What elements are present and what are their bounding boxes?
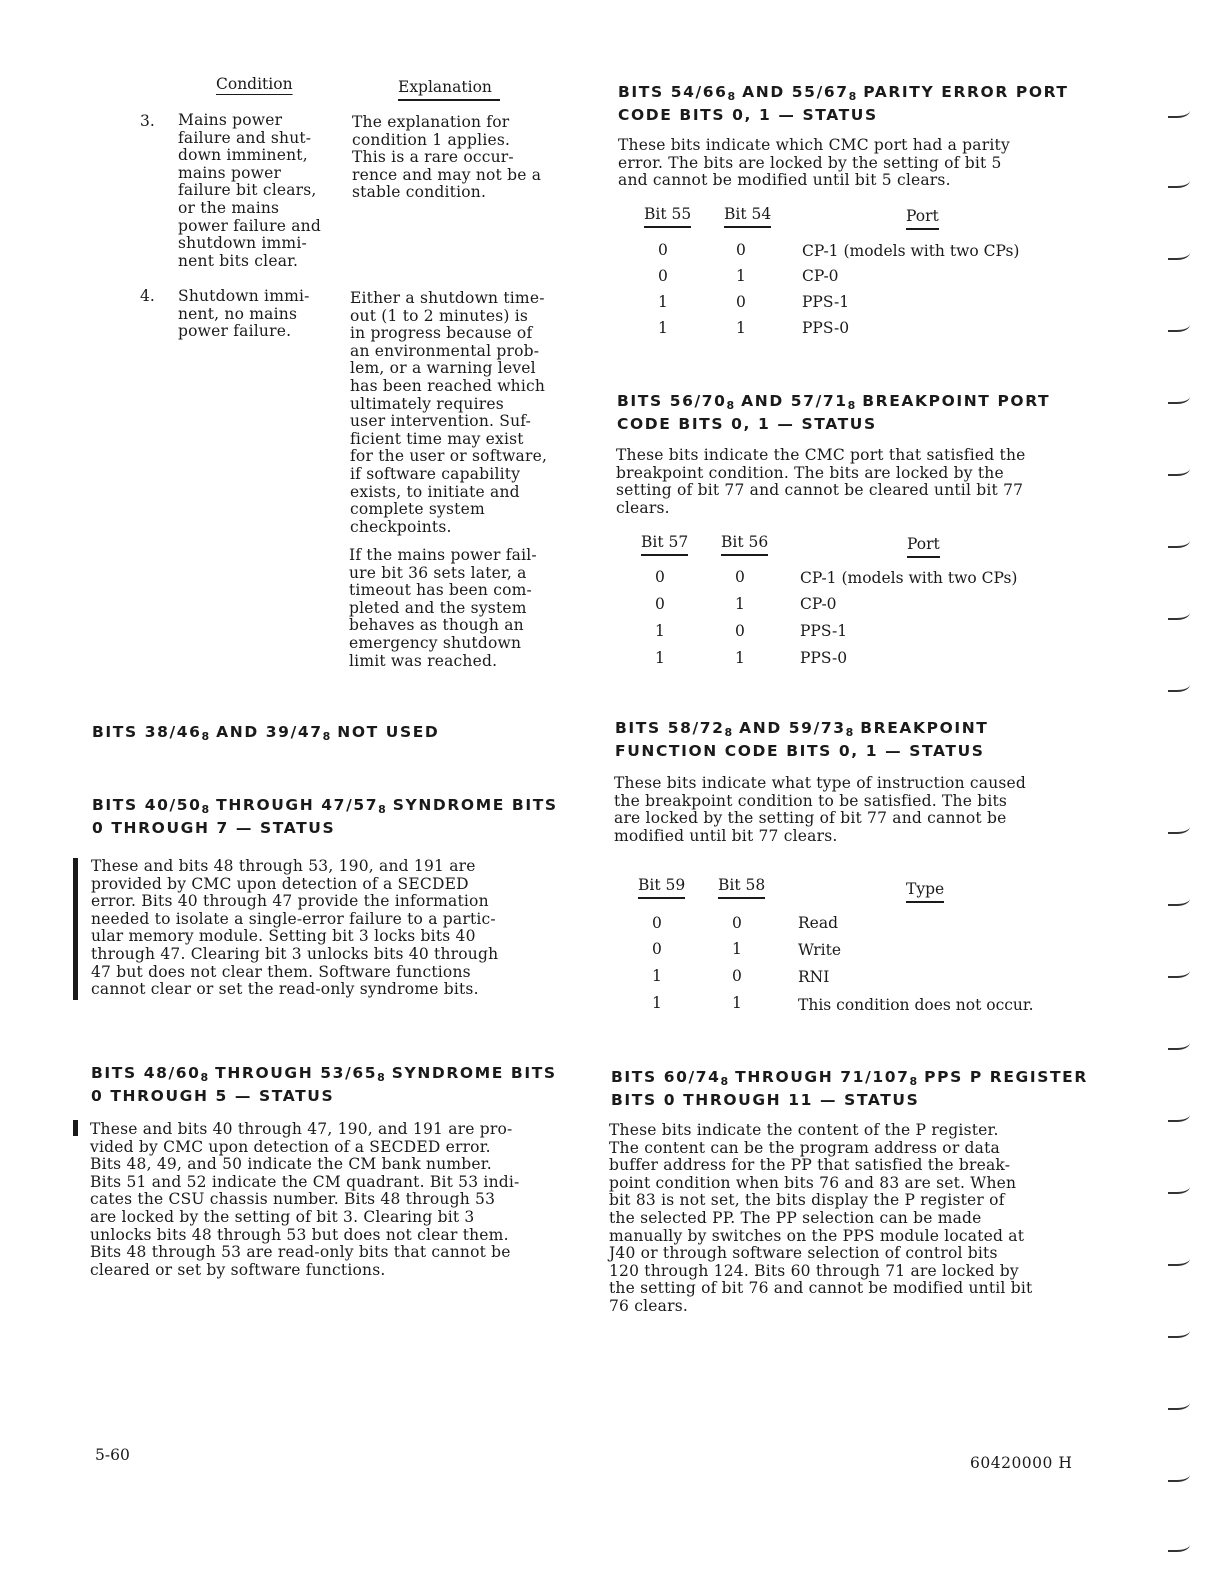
margin-mark	[1168, 608, 1190, 620]
change-bar	[73, 858, 78, 1000]
table-cell: 1	[732, 994, 742, 1012]
table-column-header: Bit 56	[721, 533, 768, 556]
table-cell: 0	[658, 241, 668, 259]
table-cell: PPS-0	[800, 649, 848, 667]
section-body-bits-40: These and bits 48 through 53, 190, and 191 are provided by CMC upon detection of a SECDED error. Bits 40 through 47 provide the information needed to isolate a single-error failure to a partic- ular memory module. Setting bit 3 locks bits 40 through 47. Clearing bit 3 unlocks bits 40 through 47 but does not clear them. Software functions cannot clear or set the read-only syndrome bits.	[91, 857, 499, 999]
margin-mark	[1168, 894, 1190, 906]
condition-row-condition: Shutdown immi- nent, no mains power failure.	[178, 287, 310, 341]
condition-row-explanation-continued: If the mains power fail- ure bit 36 sets later, a timeout has been com- pleted and the system behaves as though an emergency shutdown limit was reached.	[349, 546, 537, 670]
table-cell: 1	[735, 649, 745, 667]
document-number: 60420000 H	[970, 1454, 1073, 1472]
margin-mark	[1168, 1326, 1190, 1338]
table-cell: CP-0	[802, 267, 839, 285]
condition-row-number: 4.	[140, 287, 155, 305]
section-body-bits-56: These bits indicate the CMC port that satisfied the breakpoint condition. The bits are locked by the setting of bit 77 and cannot be cleared until bit 77 clears.	[616, 446, 1026, 517]
table-column-header: Bit 54	[724, 205, 771, 228]
table-cell: Read	[798, 914, 839, 932]
explanation-column-header-wrap	[398, 77, 500, 101]
table-column-header: Bit 57	[641, 533, 688, 556]
margin-mark	[1168, 176, 1190, 188]
table-cell: 0	[735, 568, 745, 586]
margin-mark	[1168, 392, 1190, 404]
table-cell: This condition does not occur.	[798, 996, 1034, 1014]
table-column-header: Port	[906, 207, 939, 230]
table-cell: 0	[735, 622, 745, 640]
table-cell: 1	[658, 319, 668, 337]
section-body-bits-58: These bits indicate what type of instruction caused the breakpoint condition to be satisfied. The bits are locked by the setting of bit 77 and cannot be modified until bit 77 clears.	[614, 774, 1027, 845]
table-column-header: Bit 55	[644, 205, 691, 228]
table-cell: RNI	[798, 968, 830, 986]
table-column-header: Bit 59	[638, 876, 685, 899]
table-cell: 1	[658, 293, 668, 311]
table-cell: 0	[732, 967, 742, 985]
table-cell: 1	[655, 622, 665, 640]
table-cell: 1	[655, 649, 665, 667]
table-cell: 0	[732, 914, 742, 932]
section-heading-bits-40: BITS $40/50_8$ THROUGH $47/57_8$ SYNDROME BITS 0 THROUGH 7 — STATUS	[92, 796, 558, 837]
table-column-header: Bit 58	[718, 876, 765, 899]
margin-mark	[1168, 1110, 1190, 1122]
condition-row-number: 3.	[140, 112, 155, 130]
table-cell: CP-0	[800, 595, 837, 613]
table-cell: 1	[732, 940, 742, 958]
margin-mark	[1168, 464, 1190, 476]
table-cell: 1	[652, 994, 662, 1012]
section-body-bits-54: These bits indicate which CMC port had a parity error. The bits are locked by the setting of bit 5 and cannot be modified until bit 5 clears.	[618, 136, 1010, 190]
section-heading-bits-60: BITS $60/74_8$ THROUGH $71/107_8$ PPS P REGISTER BITS 0 THROUGH 11 — STATUS	[611, 1068, 1088, 1109]
margin-mark	[1168, 1540, 1190, 1552]
table-cell: PPS-0	[802, 319, 850, 337]
margin-mark	[1168, 248, 1190, 260]
section-heading-bits-38: BITS $38/46_8$ AND $39/47_8$ NOT USED	[92, 723, 440, 743]
margin-mark	[1168, 1038, 1190, 1050]
table-cell: 1	[736, 319, 746, 337]
margin-mark	[1168, 320, 1190, 332]
table-column-header: Type	[906, 880, 944, 903]
section-heading-bits-54: BITS $54/66_8$ AND $55/67_8$ PARITY ERROR PORT CODE BITS 0, 1 — STATUS	[618, 83, 1069, 124]
table-cell: 1	[652, 967, 662, 985]
change-bar	[73, 1120, 78, 1136]
table-cell: 1	[735, 595, 745, 613]
section-body-bits-60: These bits indicate the content of the P register. The content can be the program address or data buffer address for the PP that satisfied the break- point condition when bits 76 and 83 are set. When bit 83 is not set, the bits display the P register of the selected PP. The PP selection can be made manually by switches on the PPS module located at J40 or through software selection of control bits 120 through 124. Bits 60 through 71 are locked by the setting of bit 76 and cannot be modified until bit 76 clears.	[609, 1121, 1033, 1315]
table-column-header: Port	[907, 535, 940, 558]
table-cell: 0	[655, 595, 665, 613]
margin-mark	[1168, 1470, 1190, 1482]
margin-mark	[1168, 1182, 1190, 1194]
table-cell: CP-1 (models with two CPs)	[800, 569, 1018, 587]
page-number: 5-60	[95, 1446, 130, 1464]
table-cell: 0	[652, 940, 662, 958]
table-cell: 1	[736, 267, 746, 285]
table-cell: 0	[658, 267, 668, 285]
section-heading-bits-56: BITS $56/70_8$ AND $57/71_8$ BREAKPOINT PORT CODE BITS 0, 1 — STATUS	[617, 392, 1051, 433]
table-cell: Write	[798, 941, 842, 959]
margin-mark	[1168, 1398, 1190, 1410]
condition-row-explanation: Either a shutdown time- out (1 to 2 minutes) is in progress because of an environmental prob- lem, or a warning level has been reached which ultimately requires user intervention. Suf- ficient time may exist for the user or software, if software capability exists, to initiate and complete system checkpoints.	[350, 289, 548, 536]
explanation-column-header: Explanation	[398, 78, 500, 101]
table-cell: CP-1 (models with two CPs)	[802, 242, 1020, 260]
table-cell: 0	[655, 568, 665, 586]
condition-column-header: Condition	[216, 75, 293, 93]
margin-mark	[1168, 680, 1190, 692]
section-heading-bits-48: BITS $48/60_8$ THROUGH $53/65_8$ SYNDROME BITS 0 THROUGH 5 — STATUS	[91, 1064, 557, 1105]
margin-mark	[1168, 106, 1190, 118]
margin-mark	[1168, 536, 1190, 548]
table-cell: 0	[652, 914, 662, 932]
table-cell: PPS-1	[802, 293, 850, 311]
condition-row-condition: Mains power failure and shut- down imminent, mains power failure bit clears, or the mains power failure and shutdown immi- nent bits clear.	[178, 111, 321, 270]
table-cell: 0	[736, 241, 746, 259]
margin-mark	[1168, 966, 1190, 978]
margin-mark	[1168, 822, 1190, 834]
section-body-bits-48: These and bits 40 through 47, 190, and 191 are pro- vided by CMC upon detection of a SECDED error. Bits 48, 49, and 50 indicate the CM bank number. Bits 51 and 52 indicate the CM quadrant. Bit 53 indi- cates the CSU chassis number. Bits 48 through 53 are locked by the setting of bit 3. Clearing bit 3 unlocks bits 48 through 53 but does not clear them. Bits 48 through 53 are read-only bits that cannot be cleared or set by software functions.	[90, 1120, 520, 1279]
section-heading-bits-58: BITS $58/72_8$ AND $59/73_8$ BREAKPOINT FUNCTION CODE BITS 0, 1 — STATUS	[615, 719, 989, 760]
margin-mark	[1168, 1254, 1190, 1266]
condition-row-explanation: The explanation for condition 1 applies. This is a rare occur- rence and may not be a stable condition.	[352, 113, 542, 202]
table-cell: 0	[736, 293, 746, 311]
table-cell: PPS-1	[800, 622, 848, 640]
